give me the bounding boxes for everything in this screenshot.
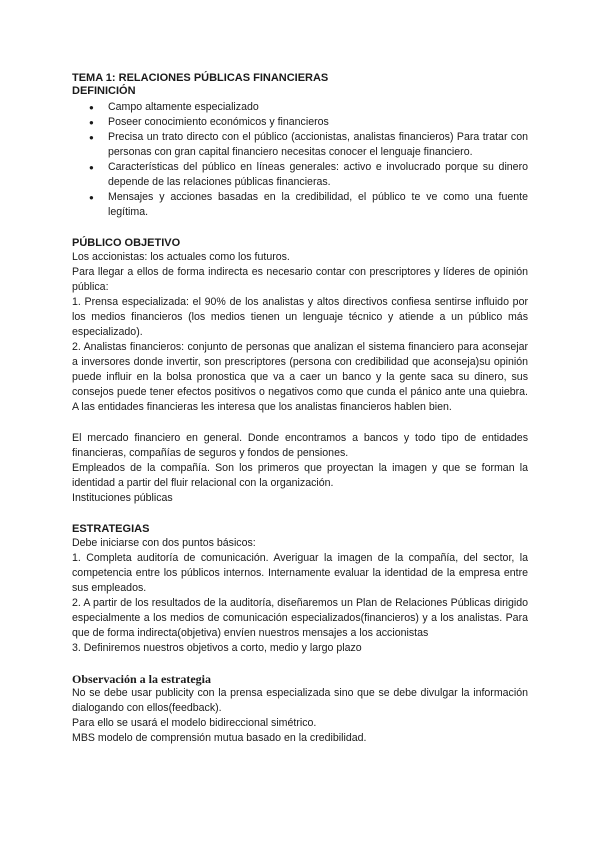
list-item: ● Precisa un trato directo con el público (accionistas, analistas financieros) Para tratar con personas con gran capital financiero necesitas conocer el lenguaje financiero.: [72, 130, 528, 160]
paragraph: Para ello se usará el modelo bidireccional simétrico.: [72, 717, 317, 729]
paragraph: Instituciones públicas: [72, 492, 173, 504]
paragraph: 1. Completa auditoría de comunicación. Averiguar la imagen de la compañía, del sector, la competencia entre los públicos internos. Internamente evaluar la identidad de la empresa entre sus empleados.: [72, 552, 528, 594]
publico-heading: PÚBLICO OBJETIVO: [72, 237, 181, 249]
definicion-list: [72, 100, 528, 220]
paragraph: Debe iniciarse con dos puntos básicos:: [72, 537, 256, 549]
paragraph: El mercado financiero en general. Donde encontramos a bancos y todo tipo de entidades financieras, compañías de seguros y fondos de pensiones.: [72, 432, 528, 459]
list-item: ● Mensajes y acciones basadas en la credibilidad, el público te ve como una fuente legítima.: [72, 190, 528, 220]
document-content: [72, 72, 528, 746]
definicion-heading: DEFINICIÓN: [72, 85, 136, 97]
document-title: TEMA 1: RELACIONES PÚBLICAS FINANCIERAS: [72, 72, 329, 84]
list-item: ● Poseer conocimiento económicos y financieros: [72, 115, 528, 130]
paragraph: 2. Analistas financieros: conjunto de personas que analizan el sistema financiero para aconsejar a inversores donde invertir, son prescriptores (persona con credibilidad que aconseja)su opinión puede influir en la bolsa pronostica que va a caer un banco y la gente saca su dinero, sus consejos puede tener efectos positivos o negativos como que cunda el pánico ante una quiebra. A las entidades financieras les interesa que los analistas financieros hablen bien.: [72, 341, 528, 413]
list-item: ● Campo altamente especializado: [72, 100, 528, 115]
paragraph: Para llegar a ellos de forma indirecta es necesario contar con prescriptores y líderes de opinión pública:: [72, 266, 528, 293]
paragraph: 1. Prensa especializada: el 90% de los analistas y altos directivos confiesa sentirse influido por los medios financieros (los medios tienen un lenguaje técnico y atiende a un público más especializado).: [72, 296, 528, 338]
paragraph: Los accionistas: los actuales como los futuros.: [72, 251, 290, 263]
estrategias-heading: ESTRATEGIAS: [72, 523, 150, 535]
paragraph: 3. Definiremos nuestros objetivos a corto, medio y largo plazo: [72, 642, 362, 654]
paragraph: MBS modelo de comprensión mutua basado en la credibilidad.: [72, 732, 367, 744]
paragraph: No se debe usar publicity con la prensa especializada sino que se debe divulgar la información dialogando con ellos(feedback).: [72, 687, 528, 714]
observacion-heading: Observación a la estrategia: [72, 672, 211, 686]
list-item: ● Características del público en líneas generales: activo e involucrado porque su dinero depende de las relaciones públicas financieras.: [72, 160, 528, 190]
paragraph: Empleados de la compañía. Son los primeros que proyectan la imagen y que se forman la identidad a partir del fluir relacional con la organización.: [72, 462, 528, 489]
paragraph: 2. A partir de los resultados de la auditoría, diseñaremos un Plan de Relaciones Públicas dirigido especialmente a los medios de comunicación especializados(financieros) y a los analistas. Para que de forma indirecta(objetiva) envíen nuestros mensajes a los accionistas: [72, 597, 528, 639]
